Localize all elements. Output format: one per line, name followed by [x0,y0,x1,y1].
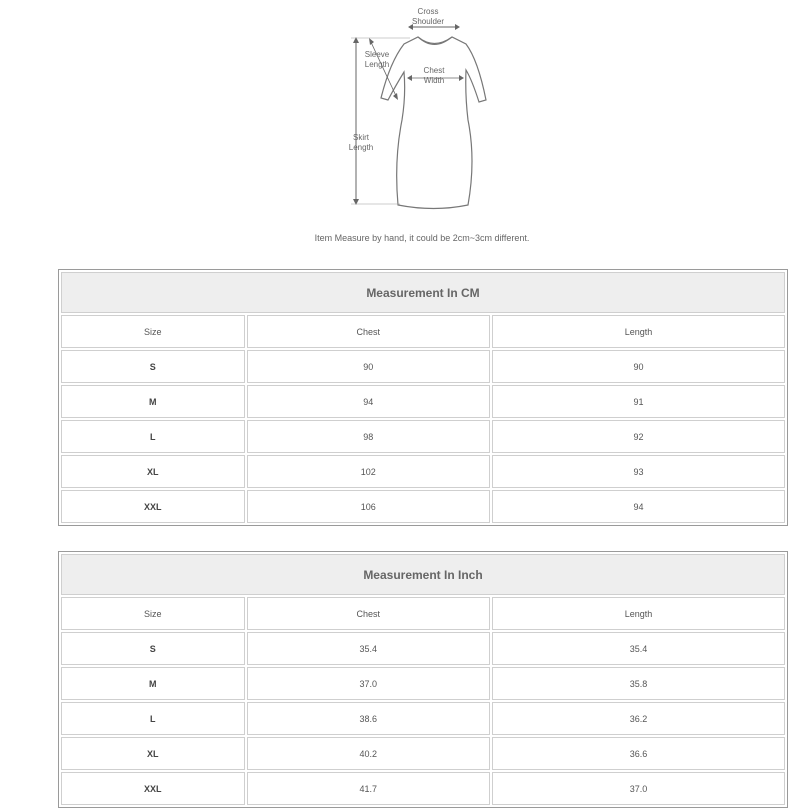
chest-cell: 40.2 [247,737,490,770]
size-cell: XL [61,455,245,488]
table-row [61,350,785,383]
length-cell: 92 [492,420,785,453]
size-cell: M [61,385,245,418]
table-row [61,702,785,735]
length-cell: 37.0 [492,772,785,805]
size-cell: L [61,702,245,735]
size-cell: XL [61,737,245,770]
column-header-chest: Chest [247,315,490,348]
size-cell: S [61,632,245,665]
sleeve-length-label [357,50,397,70]
chest-cell: 38.6 [247,702,490,735]
skirt-length-line1: Skirt [353,133,369,142]
length-cell: 93 [492,455,785,488]
chest-width-line1: Chest [423,66,445,75]
length-cell: 35.8 [492,667,785,700]
chest-cell: 41.7 [247,772,490,805]
cross-shoulder-label [406,7,450,27]
chest-cell: 35.4 [247,632,490,665]
length-cell: 35.4 [492,632,785,665]
chest-width-label [414,66,454,86]
length-cell: 36.6 [492,737,785,770]
size-table-inch [58,551,788,808]
table-header-row [61,597,785,630]
table-row [61,737,785,770]
length-cell: 36.2 [492,702,785,735]
table-row [61,667,785,700]
table-title: Measurement In CM [61,272,785,313]
chest-cell: 98 [247,420,490,453]
chest-cell: 102 [247,455,490,488]
length-cell: 90 [492,350,785,383]
chest-cell: 106 [247,490,490,523]
table-title: Measurement In Inch [61,554,785,595]
table-row [61,455,785,488]
sleeve-length-line1: Sleeve [364,50,390,59]
column-header-chest: Chest [247,597,490,630]
chest-cell: 90 [247,350,490,383]
chest-cell: 37.0 [247,667,490,700]
size-cell: M [61,667,245,700]
size-cell: XXL [61,772,245,805]
dress-outline-icon [0,0,800,230]
length-cell: 94 [492,490,785,523]
skirt-length-line2: Length [348,143,374,152]
table-row [61,490,785,523]
cross-shoulder-line2: Shoulder [411,17,445,26]
table-header-row [61,315,785,348]
column-header-length: Length [492,315,785,348]
length-cell: 91 [492,385,785,418]
chest-width-line2: Width [423,76,445,85]
sleeve-length-line2: Length [364,60,390,69]
table-row [61,420,785,453]
size-cell: XXL [61,490,245,523]
size-cell: S [61,350,245,383]
skirt-length-label [341,133,381,153]
table-row [61,385,785,418]
cross-shoulder-line1: Cross [417,7,439,16]
table-row [61,632,785,665]
size-table-cm [58,269,788,526]
column-header-length: Length [492,597,785,630]
size-cell: L [61,420,245,453]
chest-cell: 94 [247,385,490,418]
column-header-size: Size [61,597,245,630]
dress-measurement-diagram [0,0,800,230]
measurement-note: Item Measure by hand, it could be 2cm~3cm different. [314,233,530,243]
table-row [61,772,785,805]
column-header-size: Size [61,315,245,348]
